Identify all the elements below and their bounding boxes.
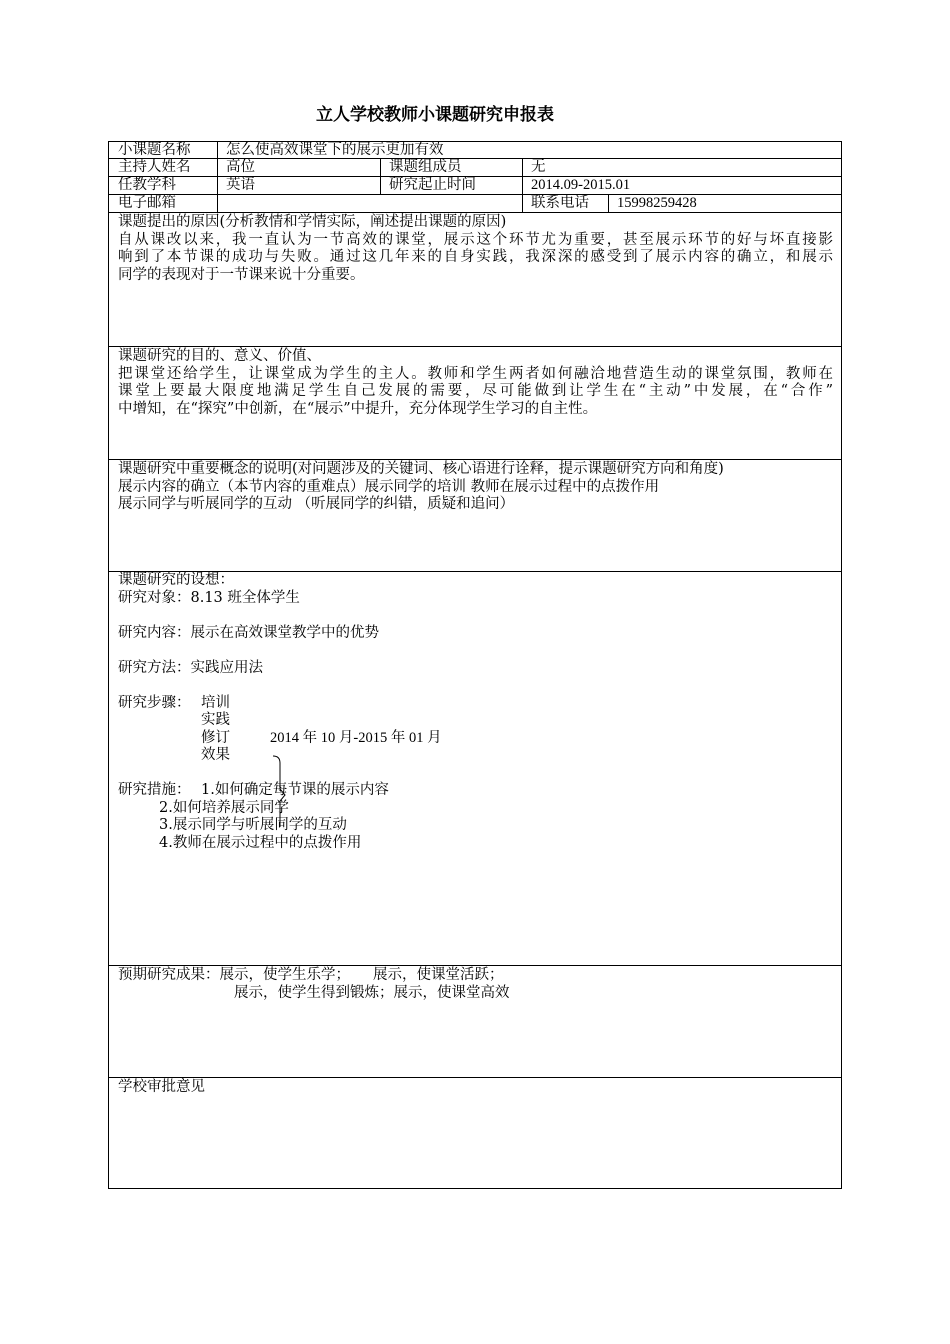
measure-item: 2.如何培养展示同学 [159,799,289,816]
page-title: 立人学校教师小课题研究申报表 [316,105,554,125]
measure-item: 1.如何确定每节课的展示内容 [201,782,389,798]
section-divider [109,346,841,347]
phone-value: 15998259428 [617,195,697,211]
application-form-table [108,141,842,1189]
topic-label: 小课题名称 [118,142,191,158]
purpose-text-line: 课堂上要最大限度地满足学生自己发展的需要，尽可能做到让学生在“主动”中发展，在“合作” [118,383,833,399]
results-text-line: 展示，使学生乐学； 展示，使课堂活跃； [219,967,504,983]
measure-item: 4.教师在展示过程中的点拨作用 [159,834,362,851]
members-label: 课题组成员 [389,159,462,175]
reason-heading: 课题提出的原因(分析教情和学情实际，阐述提出课题的原因) [118,214,507,230]
section-divider [109,1077,841,1078]
reason-text-line: 自从课改以来，我一直认为一节高效的课堂，展示这个环节尤为重要，甚至展示环节的好与坏直接影 [118,231,833,248]
purpose-text-line: 中增知，在“探究”中创新，在“展示”中提升，充分体现学生学习的自主性。 [118,400,598,417]
measure-item: 3.展示同学与听展同学的互动 [159,817,347,833]
step-item: 修订 [201,729,230,746]
research-method: 研究方法：实践应用法 [118,659,263,676]
results-label: 预期研究成果： [118,967,220,983]
step-item: 效果 [201,747,230,763]
results-section [109,967,841,1002]
section-divider [109,965,841,966]
results-text-line: 展示，使学生得到锻炼；展示，使课堂高效 [234,984,510,1001]
research-measures [118,782,841,854]
step-item: 培训 [201,694,230,711]
email-label: 电子邮箱 [118,195,176,211]
research-object: 研究对象：8.13 班全体学生 [118,589,300,606]
purpose-heading: 课题研究的目的、意义、价值、 [118,348,321,364]
concepts-text-line: 展示内容的确立（本节内容的重难点）展示同学的培训 教师在展示过程中的点拨作用 [118,478,660,495]
members-value: 无 [531,159,546,175]
phone-label: 联系电话 [531,195,589,211]
purpose-text-line: 把课堂还给学生，让课堂成为学生的主人。教师和学生两者如何融洽地营造生动的课堂氛围，教师在 [118,365,833,382]
steps-timeline: 2014 年 10 月-2015 年 01 月 [270,729,442,746]
period-value: 2014.09-2015.01 [531,177,631,193]
design-heading: 课题研究的设想： [118,572,234,588]
reason-text-line: 响到了本节课的成功与失败。通过这几年来的自身实践，我深深的感受到了展示内容的确立，和展示 [118,249,833,265]
topic-value: 怎么使高效课堂下的展示更加有效 [226,142,444,158]
concepts-section [109,461,841,514]
reason-text-line: 同学的表现对于一节课来说十分重要。 [118,266,365,283]
measures-label: 研究措施： [118,782,191,798]
steps-label: 研究步骤： [118,694,191,711]
approval-section [109,1079,841,1097]
section-divider [109,459,841,460]
period-label: 研究起止时间 [389,177,476,193]
approval-label: 学校审批意见 [118,1079,205,1095]
design-section [109,572,841,962]
step-item: 实践 [201,712,230,728]
subject-value: 英语 [226,177,255,193]
concepts-heading: 课题研究中重要概念的说明(对问题涉及的关键词、核心语进行诠释，提示课题研究方向和角度) [118,461,724,477]
row-divider [109,212,841,213]
research-content: 研究内容：展示在高效课堂教学中的优势 [118,624,379,641]
results-label-row [118,967,841,985]
bracket-connector [269,755,289,835]
research-steps [118,695,841,765]
concepts-text-line: 展示同学与听展同学的互动 （听展同学的纠错，质疑和追问） [118,496,515,512]
host-label: 主持人姓名 [118,159,191,175]
purpose-section [109,348,841,418]
reason-section [109,214,841,284]
host-value: 高位 [226,159,255,175]
subject-label: 任教学科 [118,177,176,193]
